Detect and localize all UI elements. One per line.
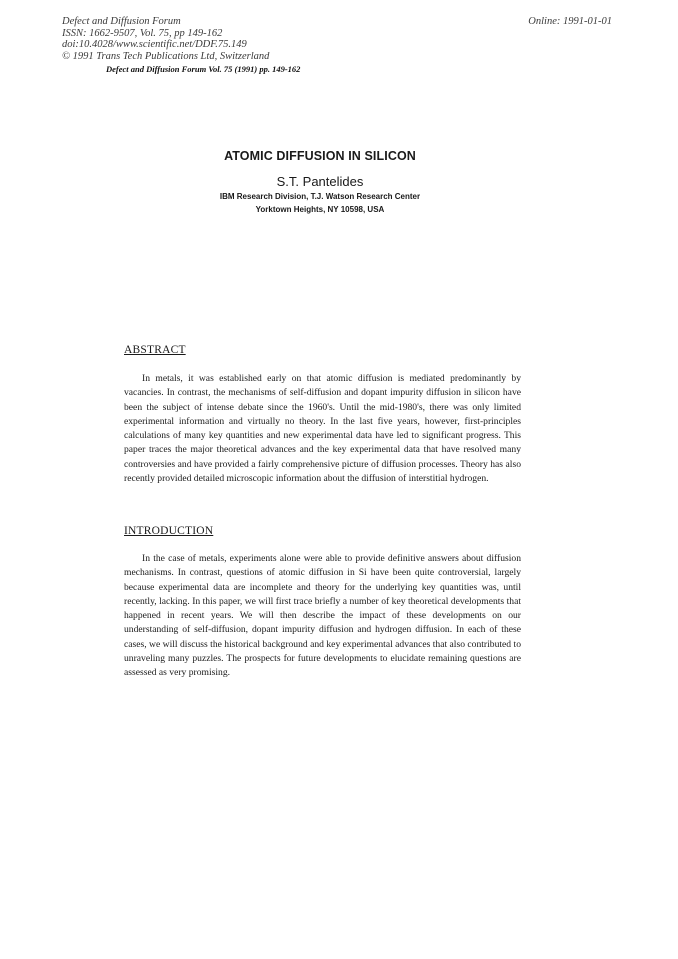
author-name: S.T. Pantelides	[276, 174, 364, 189]
abstract-text: In metals, it was established early on that atomic diffusion is mediated predominantly by vacancies. In contrast, the mechanisms of self-diffusion and dopant impurity diffusion in silicon have been the subject of intense debate since the 1960's. Until the mid-1980's, there was only limited experimental information and virtually no theory. In the last five years, however, first-principles calculations of many key quantities and new experimental data have led to significant progress. This paper traces the major theoretical advances and the key experimental data that have resolved many controversies and have provided a fairly comprehensive picture of diffusion processes. Theory has also recently provided detailed microscopic information about the diffusion of interstitial hydrogen.	[124, 373, 521, 484]
paper-title: ATOMIC DIFFUSION IN SILICON	[224, 149, 416, 163]
introduction-heading: INTRODUCTION	[124, 525, 214, 537]
abstract-heading: ABSTRACT	[124, 344, 186, 356]
journal-running-header: Defect and Diffusion Forum Vol. 75 (1991) pp. 149-162	[106, 64, 301, 74]
online-date: Online: 1991-01-01	[528, 16, 612, 27]
title-block	[150, 149, 490, 215]
citation-journal: Defect and Diffusion Forum	[62, 16, 181, 27]
citation-doi: doi:10.4028/www.scientific.net/DDF.75.149	[62, 39, 247, 50]
affiliation-line-1: IBM Research Division, T.J. Watson Research Center	[219, 192, 421, 201]
affiliation-line-2: Yorktown Heights, NY 10598, USA	[255, 205, 385, 214]
citation-header	[62, 16, 269, 62]
introduction-text: In the case of metals, experiments alone were able to provide definitive answers about diffusion mechanisms. In contrast, questions of atomic diffusion in Si have been quite controversial, largely because experimental data are incomplete and theory for the underlying key quantities was, until recently, lacking. In this paper, we will first trace briefly a number of key theoretical developments that happened in recent years. We will then describe the impact of these developments on our understanding of self-diffusion, dopant impurity diffusion and hydrogen diffusion. In each of these cases, we will discuss the historical background and key experimental advances that also contributed to unraveling many puzzles. The prospects for future developments to elucidate remaining questions are assessed as very promising.	[124, 553, 521, 678]
citation-issn: ISSN: 1662-9507, Vol. 75, pp 149-162	[62, 27, 223, 39]
citation-copyright: © 1991 Trans Tech Publications Ltd, Switzerland	[62, 50, 270, 62]
